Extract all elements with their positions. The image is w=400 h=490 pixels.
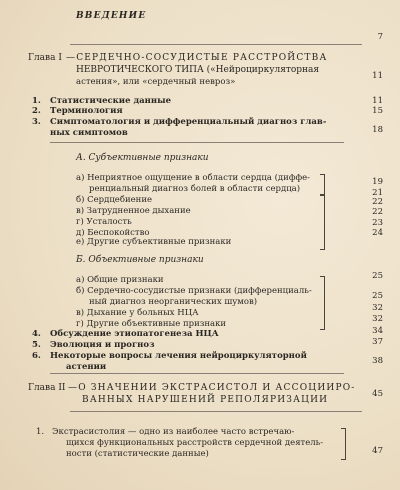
list-item-page: 25 xyxy=(372,291,383,301)
chapter-1-title-line1: —СЕРДЕЧНО-СОСУДИСТЫЕ РАССТРОЙСТВА xyxy=(66,53,328,63)
sec-page: 37 xyxy=(372,337,383,347)
list-item-page: 21 xyxy=(372,188,383,198)
sec-num: 6. xyxy=(32,351,41,361)
list-item-page: 22 xyxy=(372,197,383,207)
bracket xyxy=(320,276,325,330)
list-item: б) Сердечно-сосудистые признаки (дифференциаль- xyxy=(76,286,312,296)
sec-page: 38 xyxy=(372,356,383,366)
list-item: а) Общие признаки xyxy=(76,275,164,285)
chapter-1-label: Глава I xyxy=(28,53,62,63)
bracket xyxy=(320,194,325,250)
chapter-2-page: 45 xyxy=(372,389,383,399)
sec-num: 2. xyxy=(32,106,41,116)
sec-title: Обсуждение этиопатогенеза НЦА xyxy=(50,329,219,339)
list-item-page: 32 xyxy=(372,314,383,324)
sec-num: 4. xyxy=(32,329,41,339)
intro-page: 7 xyxy=(377,32,383,42)
sec-title-cont: ности (статистические данные) xyxy=(66,449,209,459)
sec-title-cont: ных симптомов xyxy=(50,128,128,138)
chapter-1-title-line3: астения», или «сердечный невроз» xyxy=(76,77,236,87)
bracket xyxy=(320,174,325,196)
sec-title: Некоторые вопросы лечения нейроциркуляторной xyxy=(50,351,307,361)
divider xyxy=(70,44,362,45)
list-item-page: 23 xyxy=(372,218,383,228)
sec-page: 11 xyxy=(372,96,383,106)
sec-title-cont: щихся функциональных расстройств сердечной деятель- xyxy=(66,438,324,448)
sec-title-cont: астении xyxy=(66,362,107,372)
intro-title: ВВЕДЕНИЕ xyxy=(76,11,147,21)
subsection-a-title: А. Субъективные признаки xyxy=(76,153,209,163)
list-item: е) Другие субъективные признаки xyxy=(76,237,232,247)
sec-title: Симптоматология и дифференциальный диагноз глав- xyxy=(50,117,327,127)
sec-title: Статистические данные xyxy=(50,96,172,106)
sec-num: 1. xyxy=(36,427,45,437)
list-item: б) Сердцебиение xyxy=(76,195,153,205)
bracket xyxy=(341,428,346,460)
sec-title: Терминология xyxy=(50,106,123,116)
divider xyxy=(70,411,362,412)
chapter-1-title-line2: НЕВРОТИЧЕСКОГО ТИПА («Нейроциркуляторная xyxy=(76,65,320,75)
chapter-2-title-line1: —О ЗНАЧЕНИИ ЭКСТРАСИСТОЛ И АССОЦИИРО- xyxy=(68,383,356,393)
sec-num: 1. xyxy=(32,96,41,106)
chapter-1-page: 11 xyxy=(372,71,383,81)
chapter-2-label: Глава II xyxy=(28,383,66,393)
list-item-cont: ренциальный диагноз болей в области сердца) xyxy=(89,184,301,194)
list-item-page: 25 xyxy=(372,271,383,281)
list-item: д) Беспокойство xyxy=(76,228,150,238)
sec-page: 47 xyxy=(372,446,383,456)
list-item-page: 19 xyxy=(372,177,383,187)
list-item: г) Усталость xyxy=(76,217,132,227)
sec-title: Экстрасистолия — одно из наиболее часто встречаю- xyxy=(52,427,295,437)
list-item-page: 24 xyxy=(372,228,383,238)
list-item: а) Неприятное ощущение в области сердца (диффе- xyxy=(76,173,311,183)
sec-num: 5. xyxy=(32,340,41,350)
sec-page: 18 xyxy=(372,125,383,135)
sec-page: 15 xyxy=(372,106,383,116)
divider xyxy=(50,142,344,143)
sec-page: 34 xyxy=(372,326,383,336)
list-item: г) Другие объективные признаки xyxy=(76,319,227,329)
sec-title: Эволюция и прогноз xyxy=(50,340,155,350)
subsection-b-title: Б. Объективные признаки xyxy=(76,255,204,265)
chapter-2-title-line2: ВАННЫХ НАРУШЕНИЙ РЕПОЛЯРИЗАЦИИ xyxy=(82,395,329,405)
list-item: в) Затрудненное дыхание xyxy=(76,206,191,216)
list-item-cont: ный диагноз неорганических шумов) xyxy=(89,297,258,307)
list-item: в) Дыхание у больных НЦА xyxy=(76,308,199,318)
divider xyxy=(50,373,344,374)
sec-num: 3. xyxy=(32,117,41,127)
list-item-page: 32 xyxy=(372,303,383,313)
list-item-page: 22 xyxy=(372,207,383,217)
